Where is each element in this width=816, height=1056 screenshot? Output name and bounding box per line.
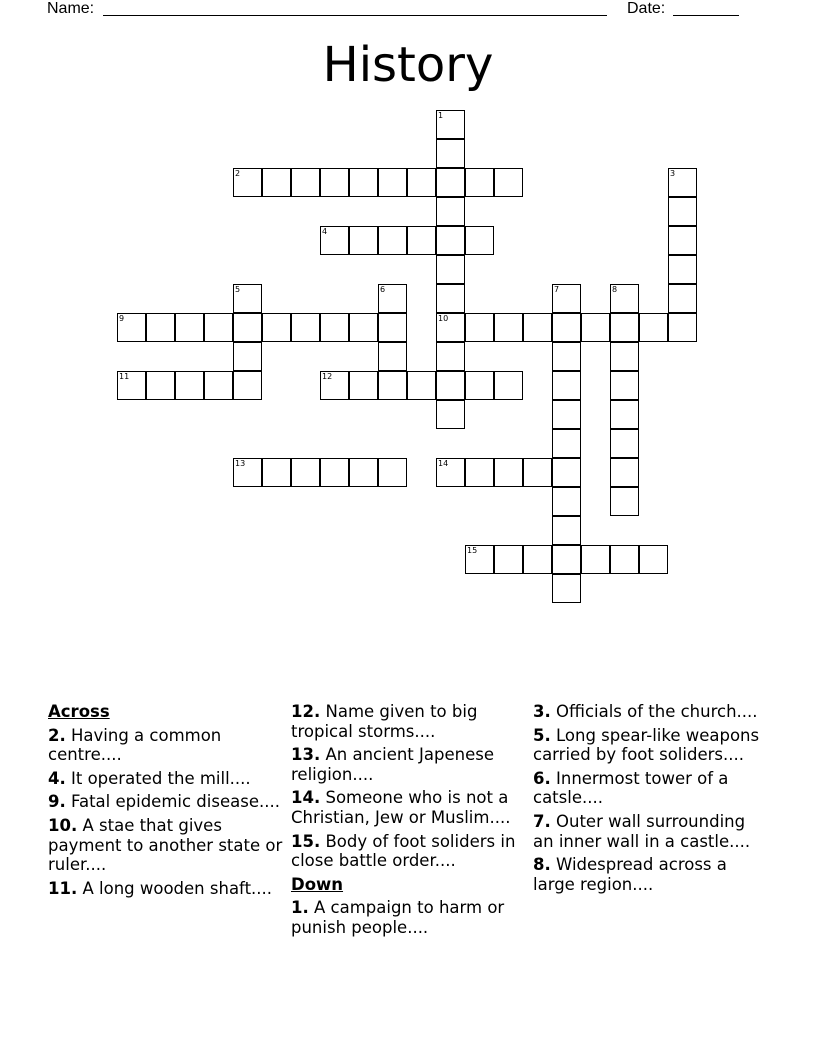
crossword-cell[interactable]	[378, 284, 407, 313]
crossword-cell[interactable]	[175, 313, 204, 342]
clue-item-text: Body of foot soliders in close battle order....	[291, 831, 516, 871]
page-title: History	[322, 37, 494, 93]
clue-item	[48, 879, 284, 899]
clue-item	[533, 855, 769, 894]
crossword-cell[interactable]	[291, 458, 320, 487]
crossword-cell[interactable]	[320, 168, 349, 197]
crossword-cell[interactable]	[552, 342, 581, 371]
crossword-cell[interactable]	[436, 168, 465, 197]
crossword-cell[interactable]	[378, 313, 407, 342]
crossword-cell[interactable]	[465, 226, 494, 255]
crossword-cell[interactable]	[378, 342, 407, 371]
crossword-cell[interactable]	[523, 458, 552, 487]
crossword-cell[interactable]	[610, 545, 639, 574]
crossword-cell[interactable]	[639, 313, 668, 342]
clue-item-text: Outer wall surrounding an inner wall in a castle....	[533, 811, 751, 851]
date-label: Date:	[627, 0, 666, 17]
across-clue-list	[48, 726, 284, 899]
crossword-cell[interactable]	[233, 342, 262, 371]
clue-number: 6	[380, 285, 386, 294]
clue-number: 13	[235, 459, 246, 468]
crossword-cell[interactable]	[204, 313, 233, 342]
crossword-cell[interactable]	[465, 313, 494, 342]
crossword-cell[interactable]	[262, 458, 291, 487]
clue-item-number: 4.	[48, 768, 66, 788]
crossword-cell[interactable]	[610, 313, 639, 342]
clue-item-number: 13.	[291, 745, 321, 765]
clue-item-text: Innermost tower of a catsle....	[533, 768, 729, 808]
clue-item-number: 6.	[533, 768, 551, 788]
clue-item-number: 7.	[533, 811, 551, 831]
clue-item-text: Having a common centre....	[48, 725, 222, 765]
clue-number: 4	[322, 227, 328, 236]
crossword-cell[interactable]	[436, 197, 465, 226]
clue-number: 8	[612, 285, 618, 294]
crossword-cell[interactable]	[378, 168, 407, 197]
crossword-cell[interactable]	[552, 545, 581, 574]
clue-item	[291, 788, 527, 827]
clue-item	[48, 816, 284, 875]
clue-item	[48, 726, 284, 765]
clue-number: 11	[119, 372, 130, 381]
crossword-cell[interactable]	[668, 284, 697, 313]
crossword-cell[interactable]	[146, 313, 175, 342]
crossword-cell[interactable]	[407, 226, 436, 255]
clue-item-number: 2.	[48, 725, 66, 745]
clue-item-number: 11.	[48, 878, 78, 898]
clue-item	[291, 745, 527, 784]
crossword-cell[interactable]	[378, 371, 407, 400]
clue-item-text: Long spear-like weapons carried by foot soliders....	[533, 725, 760, 765]
clue-item-number: 14.	[291, 788, 321, 808]
crossword-cell[interactable]	[465, 371, 494, 400]
crossword-cell[interactable]	[378, 458, 407, 487]
clue-column-1	[48, 702, 284, 902]
crossword-cell[interactable]	[668, 313, 697, 342]
crossword-cell[interactable]	[349, 168, 378, 197]
down-heading: Down	[291, 874, 344, 894]
crossword-cell[interactable]	[610, 458, 639, 487]
crossword-cell[interactable]	[146, 371, 175, 400]
clue-number: 14	[438, 459, 449, 468]
crossword-cell[interactable]	[436, 284, 465, 313]
clue-item	[291, 898, 527, 937]
crossword-cell[interactable]	[494, 168, 523, 197]
crossword-cell[interactable]	[436, 342, 465, 371]
clue-item-number: 9.	[48, 792, 66, 812]
crossword-cell[interactable]	[581, 545, 610, 574]
clue-item	[533, 769, 769, 808]
crossword-cell[interactable]	[291, 168, 320, 197]
name-label: Name:	[47, 0, 95, 17]
crossword-cell[interactable]	[436, 139, 465, 168]
crossword-cell[interactable]	[436, 313, 465, 342]
clue-item	[48, 769, 284, 789]
clue-item-text: A long wooden shaft....	[82, 878, 273, 898]
crossword-cell[interactable]	[349, 226, 378, 255]
across-heading: Across	[48, 702, 110, 721]
crossword-cell[interactable]	[175, 371, 204, 400]
crossword-cell[interactable]	[523, 313, 552, 342]
clue-item	[533, 812, 769, 851]
crossword-cell[interactable]	[465, 545, 494, 574]
crossword-cell[interactable]	[552, 313, 581, 342]
crossword-cell[interactable]	[436, 226, 465, 255]
crossword-cell[interactable]	[436, 255, 465, 284]
crossword-cell[interactable]	[407, 168, 436, 197]
crossword-cell[interactable]	[465, 458, 494, 487]
crossword-cell[interactable]	[552, 400, 581, 429]
clue-item-text: Someone who is not a Christian, Jew or Muslim....	[291, 788, 511, 827]
clue-item-number: 3.	[533, 702, 551, 721]
clue-item-text: It operated the mill....	[71, 768, 251, 788]
crossword-cell[interactable]	[262, 168, 291, 197]
clue-item	[533, 702, 769, 722]
clue-item-text: An ancient Japenese religion....	[291, 745, 494, 784]
crossword-cell[interactable]	[117, 313, 146, 342]
clue-number: 7	[554, 285, 560, 294]
crossword-cell[interactable]	[494, 313, 523, 342]
crossword-cell[interactable]	[436, 458, 465, 487]
clue-item-number: 15.	[291, 831, 321, 851]
crossword-cell[interactable]	[204, 371, 233, 400]
crossword-cell[interactable]	[349, 313, 378, 342]
crossword-cell[interactable]	[233, 371, 262, 400]
crossword-cell[interactable]	[610, 400, 639, 429]
clue-item-number: 12.	[291, 702, 321, 721]
crossword-cell[interactable]	[523, 545, 552, 574]
clue-item	[48, 792, 284, 812]
clue-number: 5	[235, 285, 241, 294]
crossword-cell[interactable]	[378, 226, 407, 255]
clue-item-number: 5.	[533, 725, 551, 745]
crossword-cell[interactable]	[233, 458, 262, 487]
crossword-cell[interactable]	[320, 226, 349, 255]
clue-item	[533, 726, 769, 765]
crossword-cell[interactable]	[610, 342, 639, 371]
clue-number: 10	[438, 314, 449, 323]
crossword-cell[interactable]	[291, 313, 320, 342]
crossword-cell[interactable]	[349, 458, 378, 487]
crossword-cell[interactable]	[233, 284, 262, 313]
crossword-cell[interactable]	[233, 168, 262, 197]
crossword-cell[interactable]	[494, 371, 523, 400]
crossword-cell[interactable]	[610, 284, 639, 313]
crossword-cell[interactable]	[610, 487, 639, 516]
clue-item-number: 10.	[48, 815, 78, 835]
crossword-cell[interactable]	[465, 168, 494, 197]
crossword-cell[interactable]	[581, 313, 610, 342]
crossword-cell[interactable]	[407, 371, 436, 400]
crossword-cell[interactable]	[436, 371, 465, 400]
clue-item	[291, 702, 527, 741]
crossword-cell[interactable]	[262, 313, 291, 342]
crossword-cell[interactable]	[639, 545, 668, 574]
clue-number: 1	[438, 111, 444, 120]
clue-item-text: Widespread across a large region....	[533, 855, 727, 894]
clue-number: 15	[467, 546, 478, 555]
crossword-cell[interactable]	[668, 197, 697, 226]
clue-item-text: Name given to big tropical storms....	[291, 702, 478, 741]
crossword-cell[interactable]	[320, 313, 349, 342]
clue-item-text: A campaign to harm or punish people....	[291, 898, 505, 937]
crossword-cell[interactable]	[349, 371, 378, 400]
clue-number: 2	[235, 169, 241, 178]
clue-number: 3	[670, 169, 676, 178]
crossword-cell[interactable]	[494, 545, 523, 574]
crossword-cell[interactable]	[552, 516, 581, 545]
crossword-cell[interactable]	[552, 429, 581, 458]
clue-item-number: 1.	[291, 898, 309, 918]
down-clue-list-continued	[533, 702, 769, 894]
crossword-cell[interactable]	[552, 371, 581, 400]
clue-item-text: Fatal epidemic disease....	[71, 792, 280, 812]
clue-item	[291, 832, 527, 871]
crossword-cell[interactable]	[552, 458, 581, 487]
crossword-cell[interactable]	[320, 371, 349, 400]
clue-item-text: Officials of the church....	[556, 702, 758, 721]
crossword-cell[interactable]	[552, 284, 581, 313]
down-clue-list	[291, 898, 527, 937]
crossword-cell[interactable]	[668, 255, 697, 284]
crossword-cell[interactable]	[494, 458, 523, 487]
crossword-cell[interactable]	[117, 371, 146, 400]
crossword-cell[interactable]	[552, 574, 581, 603]
crossword-cell[interactable]	[436, 400, 465, 429]
crossword-cell[interactable]	[552, 487, 581, 516]
clue-item-number: 8.	[533, 855, 551, 875]
crossword-cell[interactable]	[668, 168, 697, 197]
crossword-cell[interactable]	[610, 429, 639, 458]
crossword-cell[interactable]	[668, 226, 697, 255]
clue-item-text: A stae that gives payment to another state or ruler....	[48, 815, 283, 875]
across-clue-list-continued	[291, 702, 527, 871]
crossword-cell[interactable]	[610, 371, 639, 400]
clue-number: 9	[119, 314, 125, 323]
clue-column-3	[533, 702, 769, 898]
clue-column-2	[291, 702, 527, 942]
crossword-cell[interactable]	[320, 458, 349, 487]
crossword-cell[interactable]	[436, 110, 465, 139]
clue-number: 12	[322, 372, 333, 381]
crossword-cell[interactable]	[233, 313, 262, 342]
